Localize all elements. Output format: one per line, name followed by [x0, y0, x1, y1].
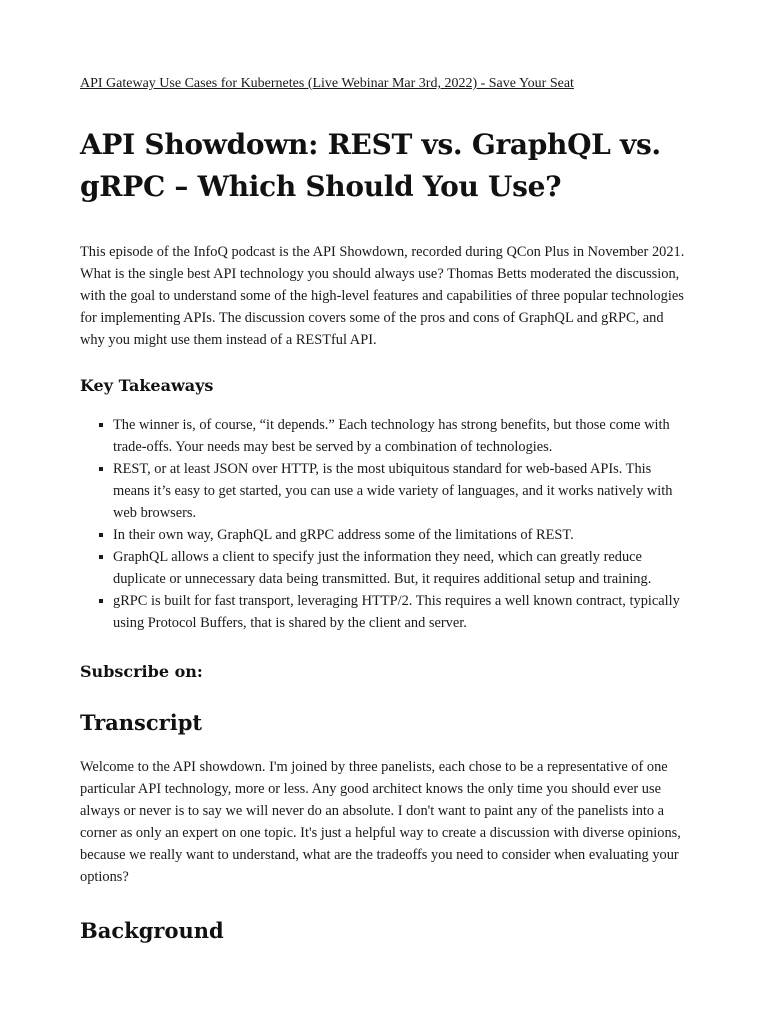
key-takeaways-heading: Key Takeaways	[80, 376, 214, 395]
article-title: API Showdown: REST vs. GraphQL vs. gRPC – Which Should You Use?	[80, 128, 661, 203]
transcript-heading: Transcript	[80, 710, 203, 735]
takeaway-item	[113, 458, 688, 524]
takeaway-item	[113, 546, 688, 590]
square-bullet-icon	[99, 533, 103, 537]
transcript-paragraph: Welcome to the API showdown. I'm joined by three panelists, each chose to be a representative of one particular API technology, more or less. Any good architect knows the only time you should ever use always or never is to say we will never do an absolute. I don't want to paint any of the panelists into a corner as only an expert on one topic. It's just a helpful way to create a discussion with diverse opinions, because we really want to understand, what are the tradeoffs you need to consider when evaluating your options?	[80, 759, 681, 885]
square-bullet-icon	[99, 467, 103, 471]
square-bullet-icon	[99, 423, 103, 427]
square-bullet-icon	[99, 555, 103, 559]
takeaway-text: REST, or at least JSON over HTTP, is the most ubiquitous standard for web-based APIs. This means it’s easy to get started, you can use a wide variety of languages, and it works natively with web browsers.	[113, 461, 673, 521]
webinar-promo-link[interactable]: API Gateway Use Cases for Kubernetes (Live Webinar Mar 3rd, 2022) - Save Your Seat	[80, 76, 574, 91]
square-bullet-icon	[99, 599, 103, 603]
takeaway-text: GraphQL allows a client to specify just the information they need, which can greatly reduce duplicate or unnecessary data being transmitted. But, it requires additional setup and training.	[113, 549, 652, 587]
takeaway-text: In their own way, GraphQL and gRPC address some of the limitations of REST.	[113, 527, 574, 543]
key-takeaways-list	[80, 414, 688, 634]
article-intro: This episode of the InfoQ podcast is the API Showdown, recorded during QCon Plus in November 2021. What is the single best API technology you should always use? Thomas Betts moderated the discussion, with the goal to understand some of the high-level features and capabilities of three popular technologies for implementing APIs. The discussion covers some of the pros and cons of GraphQL and gRPC, and why you might use them instead of a RESTful API.	[80, 244, 685, 348]
takeaway-item	[113, 524, 688, 546]
takeaway-text: The winner is, of course, “it depends.” Each technology has strong benefits, but those come with trade-offs. Your needs may best be served by a combination of technologies.	[113, 417, 670, 455]
takeaway-item	[113, 414, 688, 458]
background-heading: Background	[80, 918, 224, 943]
takeaway-item	[113, 590, 688, 634]
takeaway-text: gRPC is built for fast transport, leveraging HTTP/2. This requires a well known contract, typically using Protocol Buffers, that is shared by the client and server.	[113, 593, 680, 631]
subscribe-heading: Subscribe on:	[80, 662, 203, 681]
